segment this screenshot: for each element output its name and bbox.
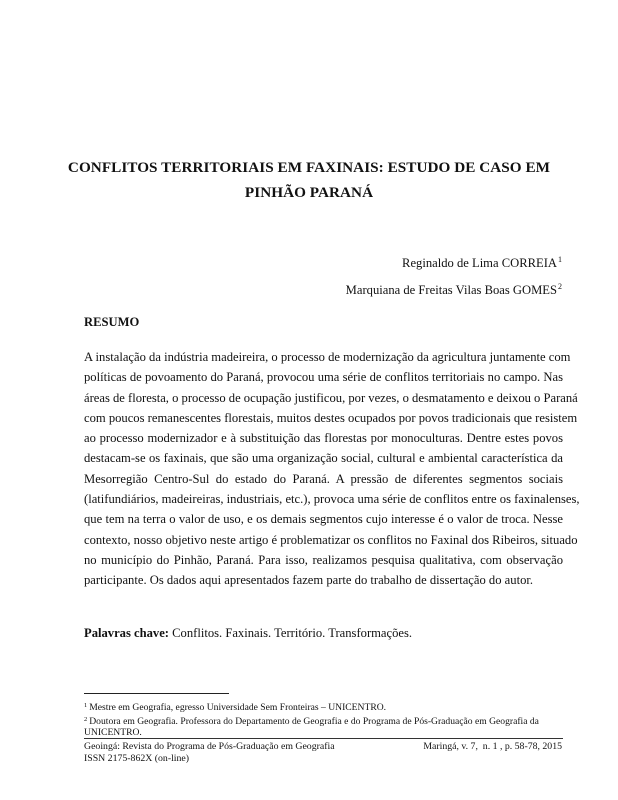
abstract-line: participante. Os dados aqui apresentados fazem parte do trabalho de dissertação do autor. bbox=[84, 573, 534, 588]
abstract-line: (latifundiários, madeireiras, industriais, etc.), provoca uma série de conflitos entre os faxinalenses, bbox=[84, 492, 580, 507]
author-list bbox=[346, 248, 562, 302]
abstract-line: destacam-se os faxinais, que são uma organização social, cultural e ambiental característica da bbox=[84, 451, 563, 466]
footnote-separator bbox=[84, 693, 229, 694]
footnotes bbox=[84, 700, 563, 739]
footer-divider bbox=[84, 738, 563, 739]
abstract-line: áreas de floresta, o processo de ocupação justificou, por vezes, o desmatamento e deixou o Paraná bbox=[84, 390, 578, 405]
keywords-text: Conflitos. Faxinais. Território. Transformações. bbox=[169, 626, 413, 640]
abstract-line: contexto, nosso objetivo neste artigo é problematizar os conflitos no Faxinal dos Ribeiros, situado bbox=[84, 532, 578, 547]
abstract-line: que tem na terra o valor de uso, e os demais segmentos cujo interesse é o valor de troca. Nesse bbox=[84, 512, 563, 527]
footnote-number: 2 bbox=[84, 715, 88, 723]
author-name: Reginaldo de Lima CORREIA bbox=[402, 256, 557, 270]
issue-info: Maringá, v. 7, n. 1 , p. 58-78, 2015 bbox=[423, 741, 562, 752]
author-1 bbox=[346, 248, 562, 275]
author-name: Marquiana de Freitas Vilas Boas GOMES bbox=[345, 283, 557, 297]
abstract-line: políticas de povoamento do Paraná, provocou uma série de conflitos territoriais no campo. Nas bbox=[84, 370, 563, 385]
abstract-heading: RESUMO bbox=[84, 315, 140, 329]
abstract-line: no município do Pinhão, Paraná. Para isso, realizamos pesquisa qualitativa, com observação bbox=[84, 552, 563, 567]
abstract-body bbox=[84, 347, 580, 591]
footnote-ref[interactable]: 1 bbox=[558, 255, 562, 264]
footnote-2 bbox=[84, 714, 563, 739]
issn: ISSN 2175-862X (on-line) bbox=[84, 753, 190, 764]
author-2 bbox=[346, 275, 562, 302]
title-line-1: CONFLITOS TERRITORIAIS EM FAXINAIS: ESTUDO DE CASO EM bbox=[67, 159, 551, 176]
journal-name: Geoingá: Revista do Programa de Pós-Graduação em Geografia bbox=[84, 741, 335, 752]
keywords bbox=[84, 626, 412, 641]
footnote-ref[interactable]: 2 bbox=[558, 282, 562, 291]
abstract-line: ao processo modernizador e à substituição das florestas por monoculturas. Dentre estes povos bbox=[84, 431, 563, 446]
footnote-text: Doutora em Geografia. Professora do Departamento de Geografia e do Programa de Pós-Graduação em Geografia da UNICENTRO. bbox=[84, 715, 539, 738]
footnote-text: Mestre em Geografia, egresso Universidade Sem Fronteiras – UNICENTRO. bbox=[89, 702, 387, 713]
title-line-2: PINHÃO PARANÁ bbox=[244, 184, 374, 201]
footnote-number: 1 bbox=[84, 702, 88, 709]
article-title bbox=[60, 155, 558, 205]
keywords-label: Palavras chave: bbox=[84, 626, 169, 640]
abstract-line: Mesorregião Centro-Sul do estado do Paraná. A pressão de diferentes segmentos sociais bbox=[84, 471, 563, 486]
abstract-line: A instalação da indústria madeireira, o processo de modernização da agricultura juntamente com bbox=[84, 350, 571, 364]
abstract-line: com poucos remanescentes florestais, muitos destes ocupados por povos tradicionais que resistem bbox=[84, 410, 578, 425]
footnote-1 bbox=[84, 700, 563, 714]
